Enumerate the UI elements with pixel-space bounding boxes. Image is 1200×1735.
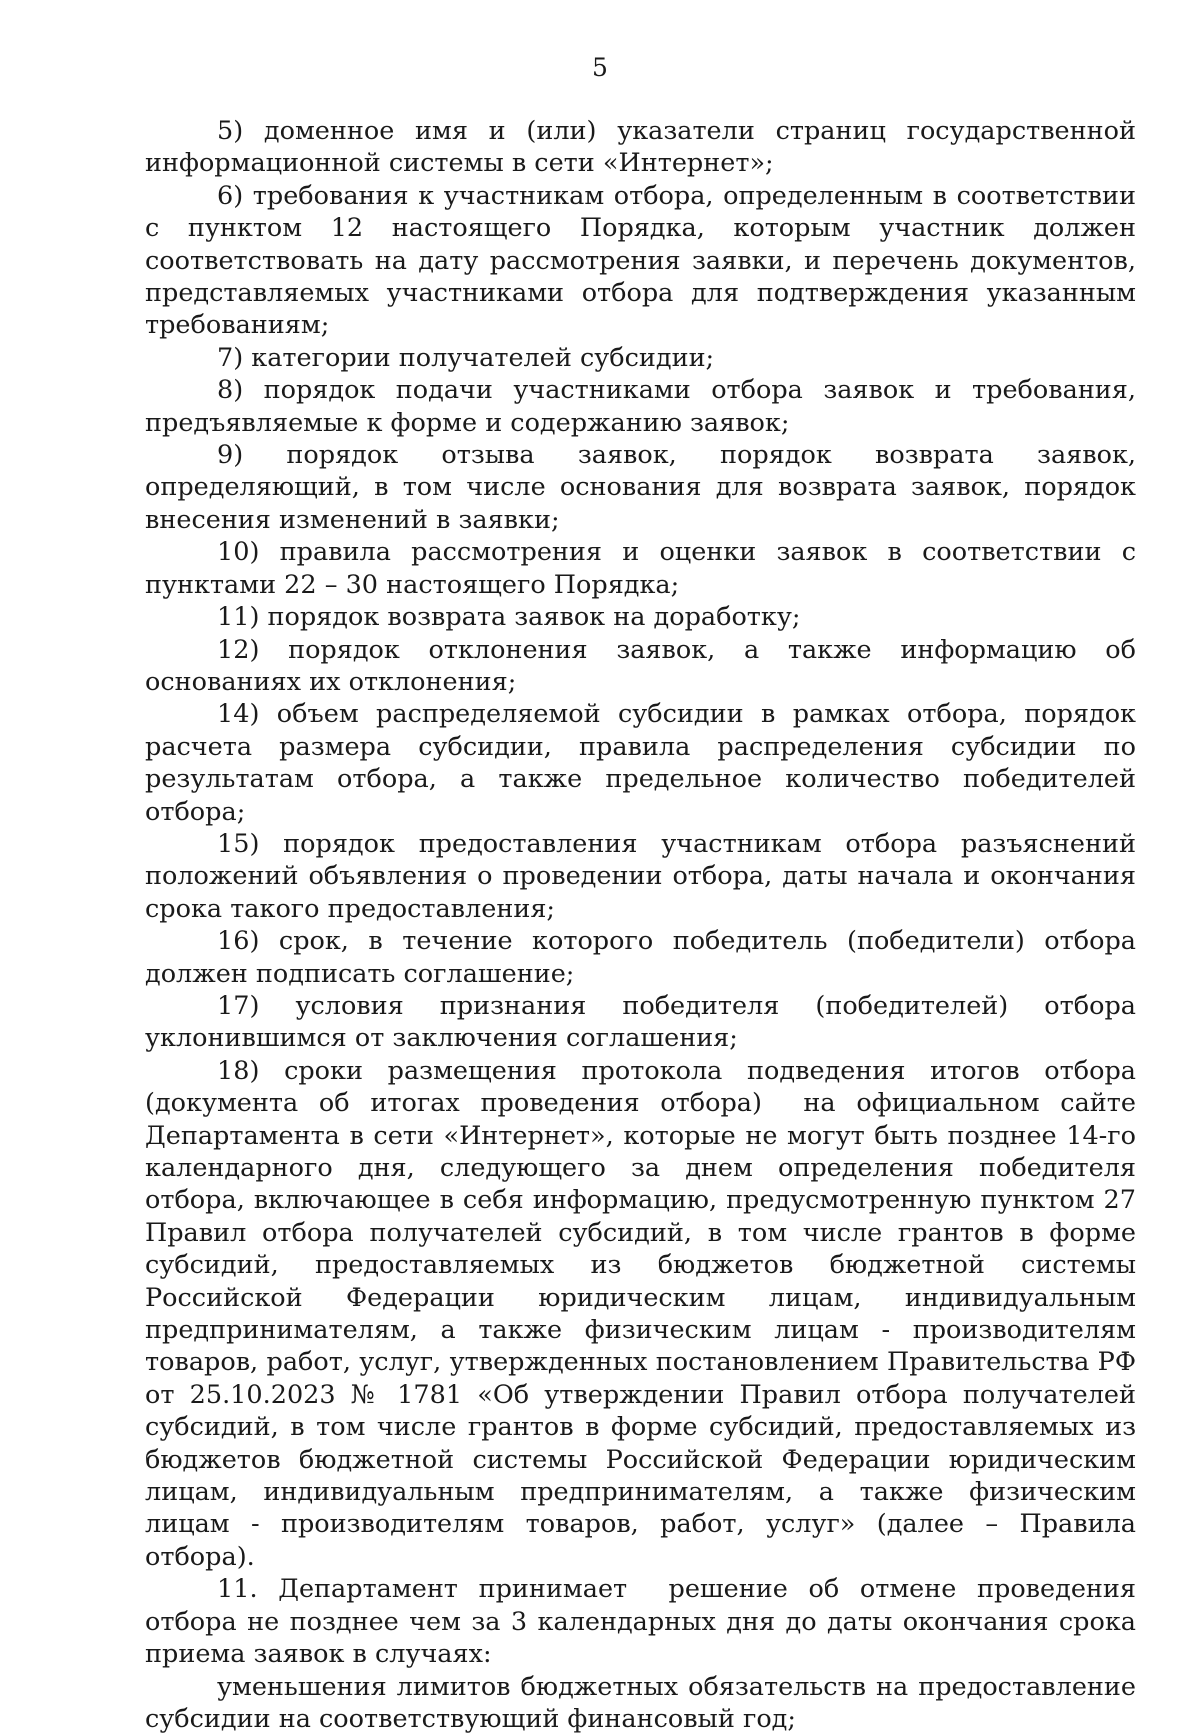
paragraph-item-9: 9) порядок отзыва заявок, порядок возврата заявок, определяющий, в том числе основания для возврата заявок, порядок внесения изменений в заявки; [145,439,1136,536]
page-number: 5 [0,52,1200,84]
document-body [145,115,1136,1735]
paragraph-item-5: 5) доменное имя и (или) указатели страниц государственной информационной системы в сети «Интернет»; [145,115,1136,180]
paragraph-case-budget-reduction: уменьшения лимитов бюджетных обязательств на предоставление субсидии на соответствующий финансовый год; [145,1671,1136,1735]
paragraph-item-17: 17) условия признания победителя (победителей) отбора уклонившимся от заключения соглашения; [145,990,1136,1055]
paragraph-item-12: 12) порядок отклонения заявок, а также информацию об основаниях их отклонения; [145,634,1136,699]
paragraph-clause-11: 11. Департамент принимает решение об отмене проведения отбора не позднее чем за 3 календарных дня до даты окончания срока приема заявок в случаях: [145,1573,1136,1670]
paragraph-item-16: 16) срок, в течение которого победитель (победители) отбора должен подписать соглашение; [145,925,1136,990]
paragraph-item-11: 11) порядок возврата заявок на доработку; [145,601,1136,633]
paragraph-item-10: 10) правила рассмотрения и оценки заявок в соответствии с пунктами 22 – 30 настоящего Порядка; [145,536,1136,601]
paragraph-item-8: 8) порядок подачи участниками отбора заявок и требования, предъявляемые к форме и содержанию заявок; [145,374,1136,439]
paragraph-item-15: 15) порядок предоставления участникам отбора разъяснений положений объявления о проведении отбора, даты начала и окончания срока такого предоставления; [145,828,1136,925]
paragraph-item-7: 7) категории получателей субсидии; [145,342,1136,374]
paragraph-item-14: 14) объем распределяемой субсидии в рамках отбора, порядок расчета размера субсидии, правила распределения субсидии по результатам отбора, а также предельное количество победителей отбора; [145,698,1136,828]
paragraph-item-6: 6) требования к участникам отбора, определенным в соответствии с пунктом 12 настоящего Порядка, которым участник должен соответствовать на дату рассмотрения заявки, и перечень документов, представляемых участниками отбора для подтверждения указанным требованиям; [145,180,1136,342]
paragraph-item-18: 18) сроки размещения протокола подведения итогов отбора (документа об итогах проведения отбора) на официальном сайте Департамента в сети «Интернет», которые не могут быть позднее 14-го календарного дня, следующего за днем определения победителя отбора, включающее в себя информацию, предусмотренную пунктом 27 Правил отбора получателей субсидий, в том числе грантов в форме субсидий, предоставляемых из бюджетов бюджетной системы Российской Федерации юридическим лицам, индивидуальным предпринимателям, а также физическим лицам - производителям товаров, работ, услуг, утвержденных постановлением Правительства РФ от 25.10.2023 № 1781 «Об утверждении Правил отбора получателей субсидий, в том числе грантов в форме субсидий, предоставляемых из бюджетов бюджетной системы Российской Федерации юридическим лицам, индивидуальным предпринимателям, а также физическим лицам - производителям товаров, работ, услуг» (далее – Правила отбора). [145,1055,1136,1574]
